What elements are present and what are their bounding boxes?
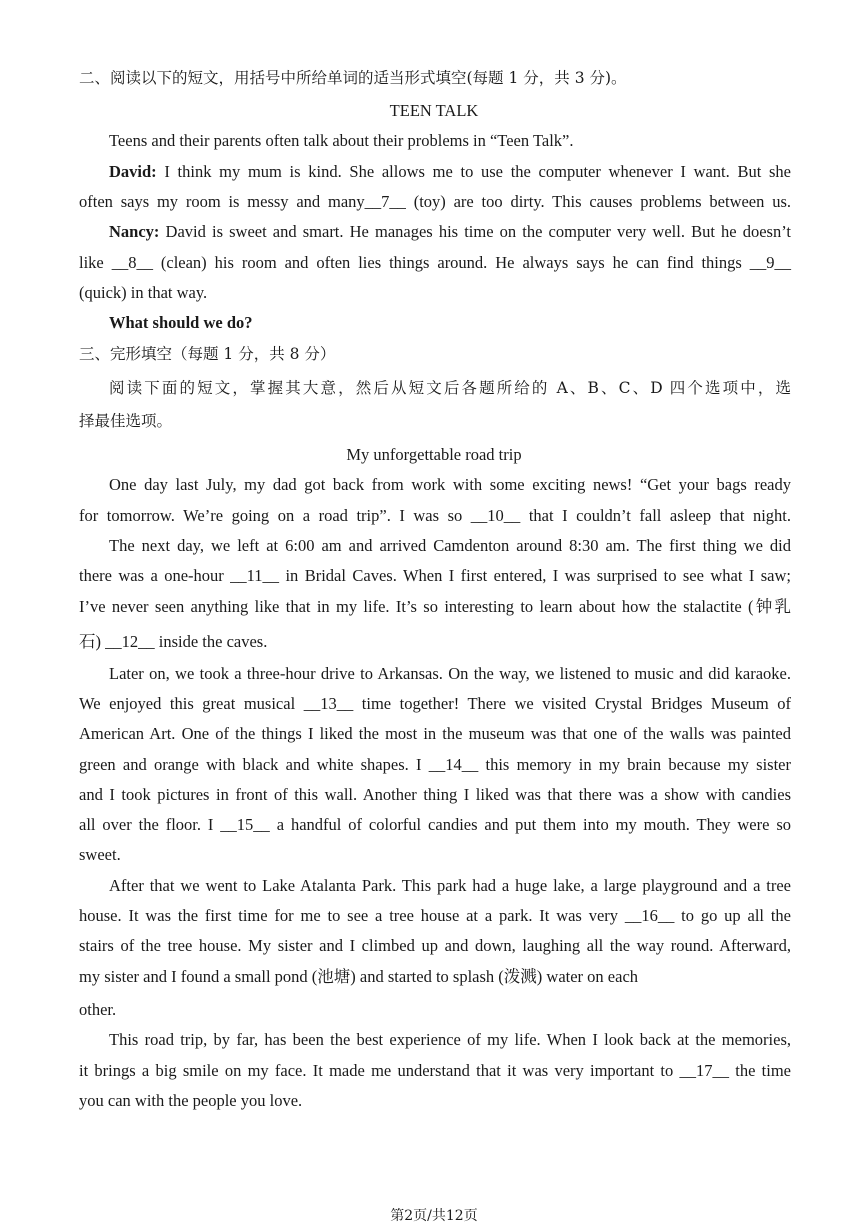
- passage-line: American Art. One of the things I liked the most in the museum was that one of the walls was painted: [79, 724, 791, 743]
- teen-talk-intro: Teens and their parents often talk about their problems in “Teen Talk”.: [109, 131, 574, 150]
- nancy-line-1: [109, 222, 791, 242]
- david-label: David:: [109, 162, 157, 181]
- david-line-2: often says my room is messy and many__7__ (toy) are too dirty. This causes problems between us.: [79, 192, 791, 211]
- nancy-line-3: (quick) in that way.: [79, 283, 208, 302]
- section3-instruction-1: 阅读下面的短文，掌握其大意，然后从短文后各题所给的 A、B、C、D 四个选项中，选: [109, 379, 791, 397]
- passage-line: After that we went to Lake Atalanta Park. This park had a huge lake, a large playground and a tree: [109, 876, 791, 895]
- passage-line: One day last July, my dad got back from work with some exciting news! “Get your bags ready: [109, 475, 791, 494]
- passage-line: my sister and I found a small pond (池塘) and started to splash (泼溅) water on each: [79, 967, 639, 986]
- teen-talk-question: What should we do?: [109, 313, 253, 332]
- road-trip-title: My unforgettable road trip: [346, 445, 522, 464]
- passage-line: house. It was the first time for me to see a tree house at a park. It was very __16__ to go up all the: [79, 906, 791, 925]
- page-number-footer: 第2页/共12页: [390, 1208, 478, 1224]
- nancy-label: Nancy:: [109, 222, 160, 241]
- passage-line: sweet.: [79, 845, 121, 864]
- passage-line: We enjoyed this great musical __13__ time together! There we visited Crystal Bridges Museum of: [79, 694, 791, 713]
- nancy-line-2: like __8__ (clean) his room and often lies things around. He always says he can find things __9__: [79, 253, 791, 272]
- passage-line: it brings a big smile on my face. It made me understand that it was very important to __17__ the time: [79, 1061, 791, 1080]
- nancy-text-1: David is sweet and smart. He manages his time on the computer very well. But he doesn’t: [159, 222, 791, 241]
- passage-line: other.: [79, 1000, 117, 1019]
- david-line-1: [109, 162, 791, 182]
- passage-line: there was a one-hour __11__ in Bridal Caves. When I first entered, I was surprised to see what I saw;: [79, 566, 791, 585]
- section3-heading: 三、完形填空（每题 1 分，共 8 分）: [79, 345, 336, 363]
- passage-line: for tomorrow. We’re going on a road trip”. I was so __10__ that I couldn’t fall asleep that night.: [79, 506, 791, 525]
- passage-line: stairs of the tree house. My sister and I climbed up and down, laughing all the way round. Afterward,: [79, 936, 791, 955]
- teen-talk-title: TEEN TALK: [389, 101, 479, 120]
- passage-line: The next day, we left at 6:00 am and arrived Camdenton around 8:30 am. The first thing we did: [109, 536, 791, 555]
- passage-line: Later on, we took a three-hour drive to Arkansas. On the way, we listened to music and did karaoke.: [109, 664, 791, 683]
- passage-line: you can with the people you love.: [79, 1091, 303, 1110]
- passage-line: all over the floor. I __15__ a handful of colorful candies and put them into my mouth. They were so: [79, 815, 791, 834]
- section3-instruction-2: 择最佳选项。: [79, 412, 173, 430]
- passage-line: 石) __12__ inside the caves.: [79, 632, 268, 651]
- passage-line: This road trip, by far, has been the best experience of my life. When I look back at the memories,: [109, 1030, 791, 1049]
- passage-line: and I took pictures in front of this wall. Another thing I liked was that there was a show with candies: [79, 785, 791, 804]
- section2-heading: 二、阅读以下的短文，用括号中所给单词的适当形式填空(每题 1 分，共 3 分)。: [79, 69, 627, 87]
- passage-line: green and orange with black and white shapes. I __14__ this memory in my brain because my sister: [79, 755, 791, 774]
- david-text-1: I think my mum is kind. She allows me to use the computer whenever I want. But she: [156, 162, 791, 181]
- passage-line: I’ve never seen anything like that in my life. It’s so interesting to learn about how the stalactite (钟乳: [79, 597, 791, 616]
